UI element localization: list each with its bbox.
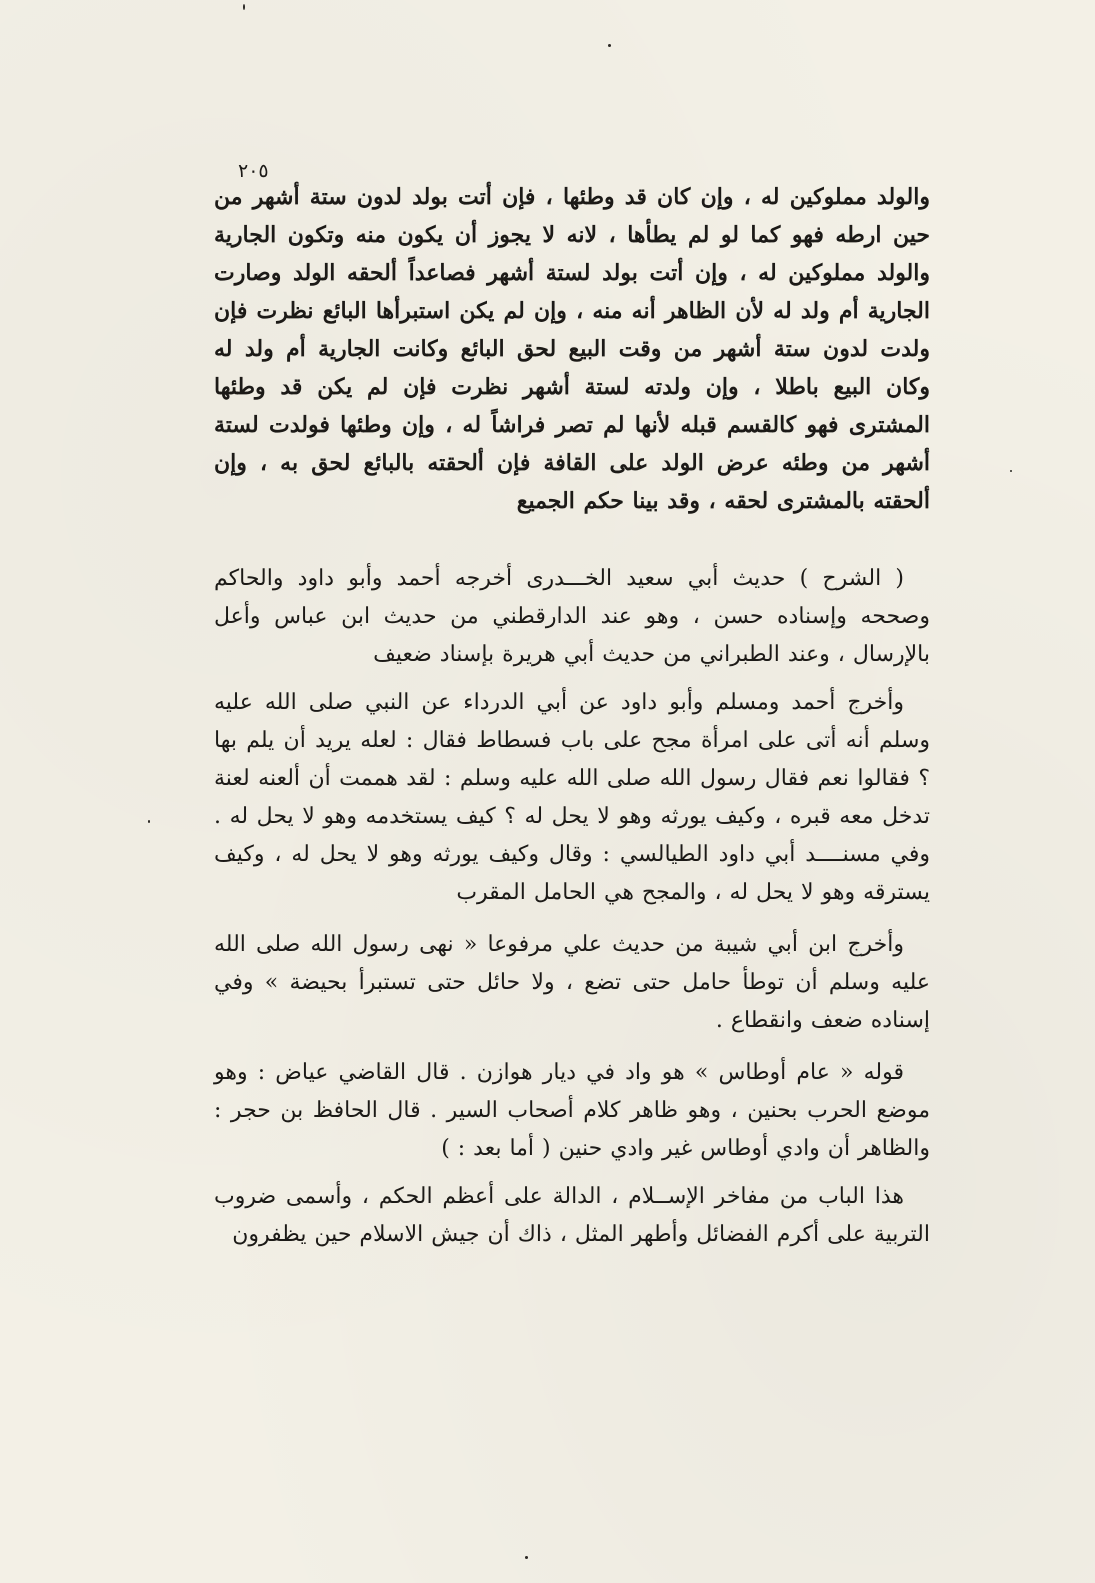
scan-speck (608, 44, 611, 47)
page-number: ٢٠٥ (238, 160, 269, 182)
scan-speck (148, 820, 150, 823)
matn-text-block (214, 178, 930, 520)
sharh-paragraph-hadith-source: ( الشرح ) حديث أبي سعيد الخـــدرى أخرجه أحمد وأبو داود والحاكم وصححه وإسناده حسن ، وهو عند الدارقطني من حديث ابن عباس وأعل بالإرسال ، وعند الطبراني من حديث أبي هريرة بإسناد ضعيف (214, 566, 930, 667)
matn-paragraph: والولد مملوكين له ، وإن كان قد وطئها ، فإن أتت بولد لدون ستة أشهر من حين ارطه فهو كما لو لم يطأها ، لانه لا يجوز أن يكون منه وتكون الجارية والولد مملوكين له ، وإن أتت بولد لستة أشهر فصاعداً ألحقه الولد وصارت الجارية أم ولد له لأن الظاهر أنه منه ، وإن لم يكن استبرأها البائع نظرت فإن ولدت لدون ستة أشهر من وقت البيع لحق البائع وكانت الجارية أم ولد له وكان البيع باطلا ، وإن ولدته لستة أشهر نظرت فإن لم يكن قد وطئها المشترى فهو كالقسم قبله لأنها لم تصر فراشاً له ، وإن وطئها فولدت لستة أشهر من وطئه عرض الولد على القافة فإن ألحقته بالبائع لحق به ، وإن ألحقته بالمشترى لحقه ، وقد بينا حكم الجميع (214, 184, 930, 514)
sharh-text-block (214, 560, 930, 1254)
sharh-paragraph-abu-darda: وأخرج أحمد ومسلم وأبو داود عن أبي الدرداء عن النبي صلى الله عليه وسلم أنه أتى على امرأة مجح على باب فسطاط فقال : لعله يريد أن يلم بها ؟ فقالوا نعم فقال رسول الله صلى الله عليه وسلم : لقد هممت أن ألعنه لعنة تدخل معه قبره ، وكيف يورثه وهو لا يحل له ؟ كيف يستخدمه وهو لا يحل له . وفي مسنــــد أبي داود الطيالسي : وقال وكيف يورثه وهو لا يحل له ، وكيف يسترقه وهو لا يحل له ، والمجح هي الحامل المقرب (214, 690, 930, 905)
sharh-paragraph-chapter-intro: هذا الباب من مفاخر الإســلام ، الدالة على أعظم الحكم ، وأسمى ضروب التربية على أكرم الفضائل وأطهر المثل ، ذاك أن جيش الاسلام حين يظفرون (214, 1184, 930, 1247)
scan-speck (525, 1556, 528, 1559)
scan-speck (1010, 470, 1012, 472)
sharh-paragraph-awtas: قوله « عام أوطاس » هو واد في ديار هوازن . قال القاضي عياض : وهو موضع الحرب بحنين ، وهو ظاهر كلام أصحاب السير . قال الحافظ بن حجر : والظاهر أن وادي أوطاس غير وادي حنين ( أما بعد : ) (214, 1060, 930, 1161)
scan-speck (243, 4, 245, 10)
sharh-paragraph-ibn-abi-shaybah: وأخرج ابن أبي شيبة من حديث علي مرفوعا « نهى رسول الله صلى الله عليه وسلم أن توطأ حامل حتى تضع ، ولا حائل حتى تستبرأ بحيضة » وفي إسناده ضعف وانقطاع . (214, 932, 930, 1033)
